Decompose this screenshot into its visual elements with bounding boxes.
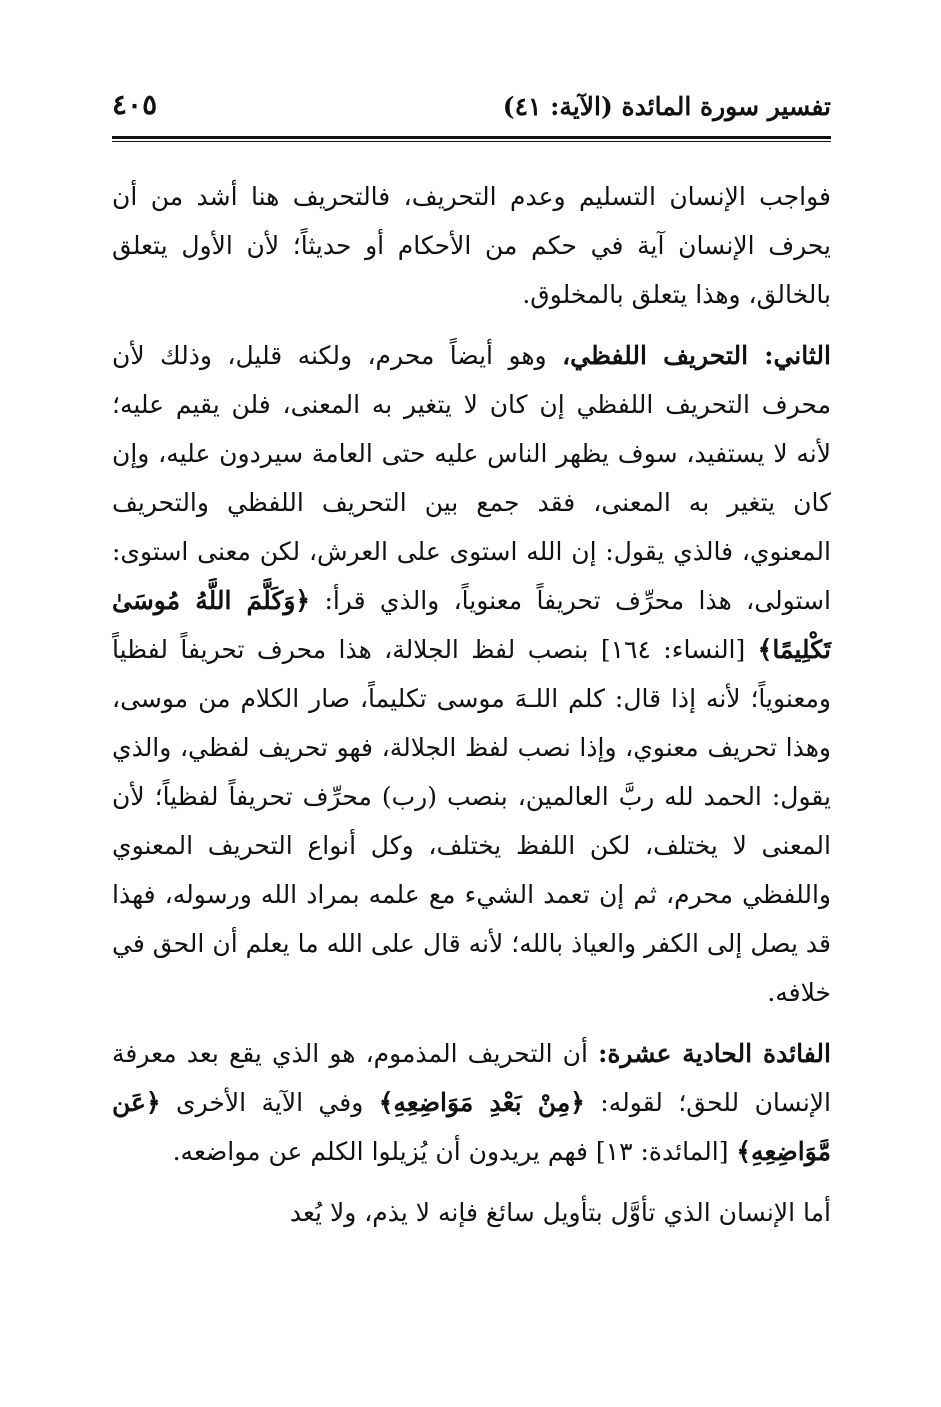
paragraph-text: [المائدة: ١٣] فهم يريدون أن يُزيلوا الكلم عن مواضعه. bbox=[172, 1137, 737, 1166]
header-divider bbox=[112, 136, 831, 142]
paragraph-2 bbox=[112, 331, 831, 1017]
paragraph-text: وهو أيضاً محرم، ولكنه قليل، وذلك لأن محرف التحريف اللفظي إن كان لا يتغير به المعنى، فلن يقيم عليه؛ لأنه لا يستفيد، سوف يظهر الناس عليه حتى العامة سيردون عليه، وإن كان يتغير به المعنى، فقد جمع بين التحريف اللفظي والتحريف المعنوي، فالذي يقول: إن الله استوى على العرش، لكن معنى استوى: استولى، هذا محرِّف تحريفاً معنوياً، والذي قرأ: bbox=[112, 341, 831, 615]
page-number: ٤٠٥ bbox=[112, 88, 158, 121]
paragraph-text: أن التحريف المذموم، هو الذي يقع بعد معرفة الإنسان للحق؛ لقوله: bbox=[112, 1039, 832, 1117]
quran-verse: ﴿عَن مَّوَاضِعِهِ﴾ bbox=[112, 1088, 831, 1166]
paragraph-heading: الفائدة الحادية عشرة: bbox=[598, 1039, 831, 1068]
paragraph-1 bbox=[112, 172, 831, 319]
page-body bbox=[112, 172, 831, 1249]
paragraph-text: وفي الآية الأخرى bbox=[160, 1088, 379, 1117]
paragraph-3 bbox=[112, 1029, 831, 1176]
running-title: تفسير سورة المائدة (الآية: ٤١) bbox=[502, 92, 831, 121]
paragraph-heading: الثاني: التحريف اللفظي، bbox=[562, 341, 831, 370]
page-header bbox=[112, 86, 831, 136]
paragraph-text: فواجب الإنسان التسليم وعدم التحريف، فالتحريف هنا أشد من أن يحرف الإنسان آية في حكم من الأحكام أو حديثاً؛ لأن الأول يتعلق بالخالق، وهذا يتعلق بالمخلوق. bbox=[112, 182, 831, 309]
paragraph-text: أما الإنسان الذي تأوَّل بتأويل سائغ فإنه لا يذم، ولا يُعد bbox=[289, 1198, 831, 1227]
quran-verse: ﴿وَكَلَّمَ اللَّهُ مُوسَىٰ تَكْلِيمًا﴾ bbox=[112, 586, 831, 664]
paragraph-4 bbox=[112, 1188, 831, 1237]
quran-verse: ﴿مِنْ بَعْدِ مَوَاضِعِهِ﴾ bbox=[378, 1088, 585, 1117]
paragraph-text: [النساء: ١٦٤] بنصب لفظ الجلالة، هذا محرف تحريفاً لفظياً ومعنوياً؛ لأنه إذا قال: كلم اللـهَ موسى تكليماً، صار الكلام من موسى، وهذا تحريف معنوي، وإذا نصب لفظ الجلالة، فهو تحريف لفظي، والذي يقول: الحمد لله ربَّ العالمين، بنصب (رب) محرِّف تحريفاً لفظياً؛ لأن المعنى لا يختلف، لكن اللفظ يختلف، وكل أنواع التحريف المعنوي واللفظي محرم، ثم إن تعمد الشيء مع علمه بمراد الله ورسوله، فهذا قد يصل إلى الكفر والعياذ بالله؛ لأنه قال على الله ما يعلم أن الحق في خلافه. bbox=[112, 635, 831, 1007]
